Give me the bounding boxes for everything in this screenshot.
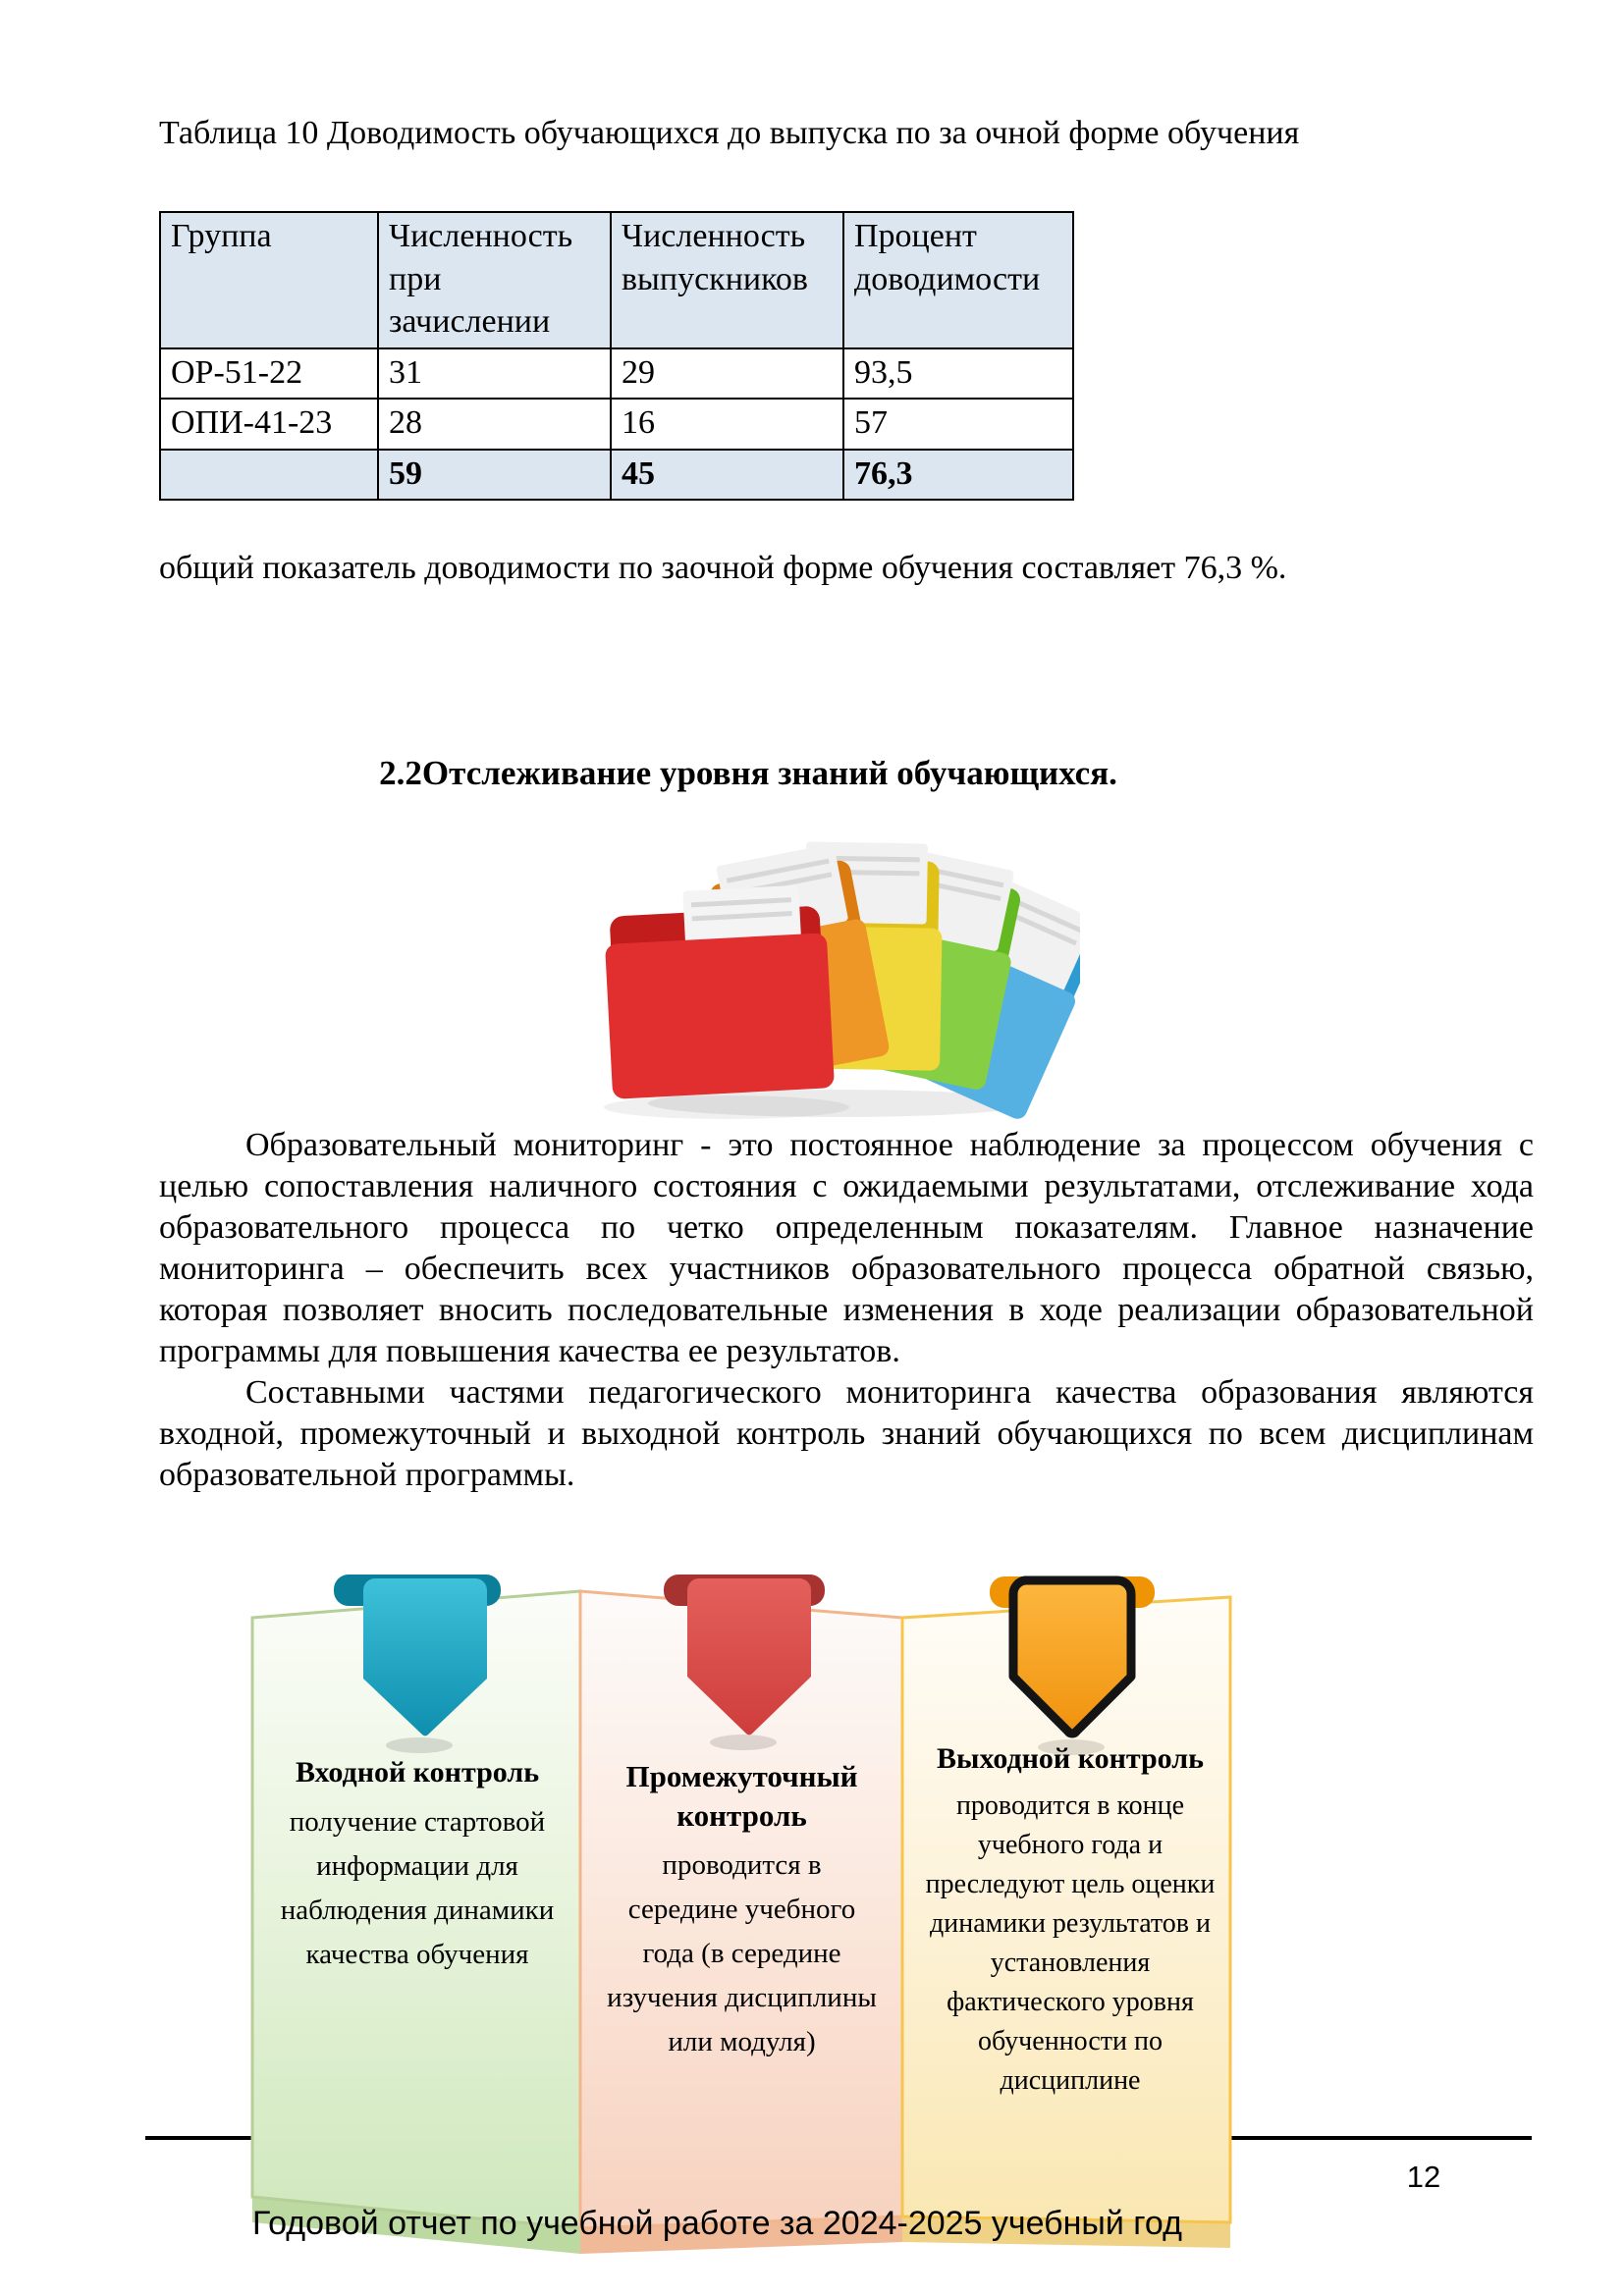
cell-percent: 93,5 xyxy=(843,348,1073,400)
cell-graduates: 45 xyxy=(611,450,843,501)
summary-sentence: общий показатель доводимости по заочной форме обучения составляет 76,3 %. xyxy=(159,550,1287,586)
colored-folders-illustration xyxy=(589,823,1080,1122)
table-caption: Таблица 10 Доводимость обучающихся до выпуска по за очной форме обучения xyxy=(159,115,1300,151)
cell-enrolled: 31 xyxy=(378,348,611,400)
body-text xyxy=(159,1125,1534,1496)
card-title: Выходной контроль xyxy=(937,1742,1204,1775)
header-cell: Группа xyxy=(160,212,378,348)
card-body: проводится в середине учебного года (в середине изучения дисциплины или модуля) xyxy=(607,1849,877,2057)
footer-text: Годовой отчет по учебной работе за 2024-2025 учебный год xyxy=(252,2205,1182,2242)
cell-percent: 76,3 xyxy=(843,450,1073,501)
header-cell: Процент доводимости xyxy=(843,212,1073,348)
table-total-row xyxy=(160,450,1073,501)
cell-enrolled: 59 xyxy=(378,450,611,501)
cell-graduates: 16 xyxy=(611,399,843,450)
cell-group: ОПИ-41-23 xyxy=(160,399,378,450)
section-heading: 2.2Отслеживание уровня знаний обучающихся. xyxy=(379,754,1117,792)
card-output-control xyxy=(923,1739,1218,2101)
completion-table xyxy=(159,211,1074,501)
paragraph-monitoring: Образовательный мониторинг - это постоянное наблюдение за процессом обучения с целью сопоставления наличного состояния с ожидаемыми результатами, отслеживание хода образовательного процесса по четко определенным показателям. Главное назначение мониторинга – обеспечить всех участников образовательного процесса обратной связью, которая позволяет вносить последовательные изменения в ходе реализации образовательной программы для повышения качества ее результатов. xyxy=(159,1127,1534,1369)
card-title: Входной контроль xyxy=(295,1756,540,1789)
table-row xyxy=(160,348,1073,400)
card-intermediate-control xyxy=(607,1757,877,2064)
header-cell: Численность при зачислении xyxy=(378,212,611,348)
folders-icon xyxy=(589,823,1080,1122)
cell-group xyxy=(160,450,378,501)
cell-enrolled: 28 xyxy=(378,399,611,450)
header-cell: Численность выпускников xyxy=(611,212,843,348)
paragraph-components: Составными частями педагогического мониторинга качества образования являются входной, промежуточный и выходной контроль знаний обучающихся по всем дисциплинам образовательной программы. xyxy=(159,1374,1534,1493)
card-title: Промежуточный контроль xyxy=(625,1759,858,1833)
cell-percent: 57 xyxy=(843,399,1073,450)
table-row xyxy=(160,399,1073,450)
card-body: получение стартовой информации для наблюдения динамики качества обучения xyxy=(280,1806,555,1970)
card-body: проводится в конце учебного года и преследуют цель оценки динамики результатов и установления фактического уровня обученности по дисциплине xyxy=(925,1790,1216,2096)
page-number: 12 xyxy=(1406,2160,1441,2194)
cell-group: ОР-51-22 xyxy=(160,348,378,400)
cell-graduates: 29 xyxy=(611,348,843,400)
table-header-row xyxy=(160,212,1073,348)
card-input-control xyxy=(270,1753,565,1977)
red-folder xyxy=(602,883,835,1099)
